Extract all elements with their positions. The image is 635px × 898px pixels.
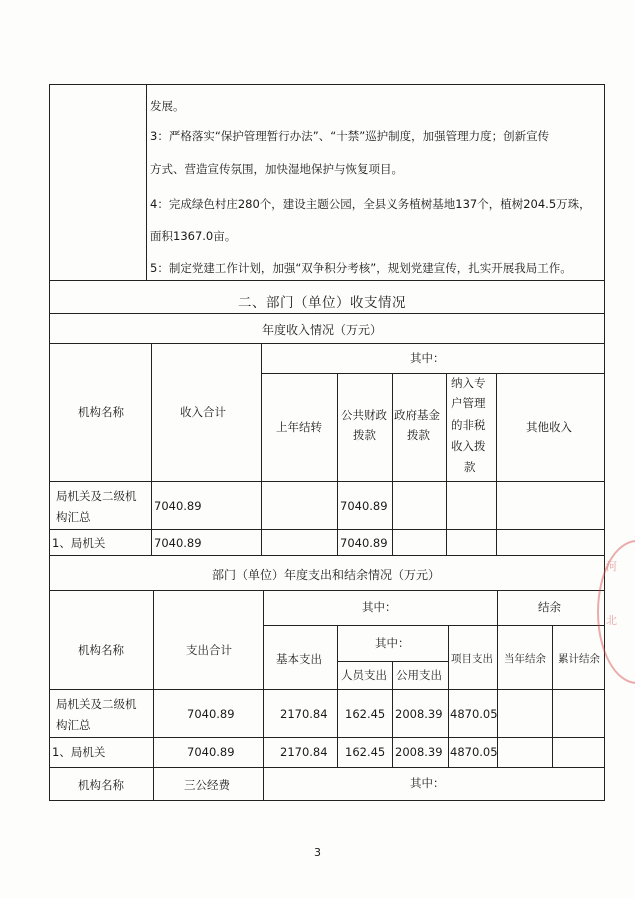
divider bbox=[49, 590, 605, 591]
divider bbox=[337, 661, 448, 662]
divider bbox=[497, 590, 498, 767]
expense-header-project: 项目支出 bbox=[451, 653, 493, 665]
expense-row-2-personnel: 162.45 bbox=[345, 745, 386, 759]
seal-char: 河 bbox=[606, 560, 617, 573]
divider bbox=[49, 529, 605, 530]
income-header-public-finance-2: 拨款 bbox=[353, 428, 376, 442]
continuation-line-5: 面积1367.0亩。 bbox=[150, 229, 237, 243]
income-row-2-org: 1、局机关 bbox=[52, 536, 106, 550]
income-header-special-1: 纳入专 bbox=[451, 376, 486, 390]
expense-header-total: 支出合计 bbox=[186, 643, 232, 657]
expense-title: 部门（单位）年度支出和结余情况（万元） bbox=[212, 568, 441, 582]
expense-header-surplus: 结余 bbox=[538, 600, 561, 614]
expense-header-personnel: 人员支出 bbox=[341, 668, 387, 682]
divider bbox=[337, 625, 338, 767]
expense-row-1-basic: 2170.84 bbox=[280, 707, 328, 721]
income-row-1-total: 7040.89 bbox=[154, 499, 202, 513]
three-public-label: 三公经费 bbox=[184, 778, 230, 792]
divider bbox=[49, 343, 605, 344]
expense-row-2-org: 1、局机关 bbox=[52, 745, 106, 759]
income-title: 年度收入情况（万元） bbox=[262, 323, 383, 337]
expense-header-basic: 基本支出 bbox=[276, 652, 322, 666]
table-frame bbox=[49, 84, 605, 801]
divider bbox=[392, 373, 393, 555]
continuation-line-6: 5：制定党建工作计划，加强“双争积分考核”，规划党建宣传，扎实开展我局工作。 bbox=[150, 261, 572, 275]
divider bbox=[49, 555, 605, 556]
divider bbox=[153, 590, 154, 767]
divider bbox=[552, 625, 553, 767]
divider bbox=[263, 625, 605, 626]
official-seal-text bbox=[606, 560, 617, 628]
expense-row-2-basic: 2170.84 bbox=[280, 745, 328, 759]
income-header-special-5: 款 bbox=[464, 460, 476, 474]
expense-row-1-personnel: 162.45 bbox=[345, 707, 386, 721]
divider bbox=[49, 737, 605, 738]
expense-header-of-which: 其中： bbox=[362, 600, 397, 614]
income-row-1-public-finance: 7040.89 bbox=[340, 499, 388, 513]
income-row-1-org-line1: 局机关及二级机 bbox=[56, 489, 137, 503]
income-header-special-3: 的非税 bbox=[451, 418, 486, 432]
income-header-special-4: 收入拨 bbox=[451, 439, 486, 453]
divider bbox=[49, 689, 605, 690]
divider bbox=[337, 373, 338, 555]
continuation-line-1: 发展。 bbox=[150, 99, 185, 113]
continuation-line-4: 4：完成绿色村庄280个，建设主题公园，全县义务植树基地137个，植树204.5万珠， bbox=[150, 197, 591, 211]
income-row-1-org-line2: 构汇总 bbox=[56, 510, 91, 524]
expense-row-1-total: 7040.89 bbox=[187, 707, 235, 721]
expense-row-1-project: 4870.05 bbox=[450, 707, 498, 721]
divider bbox=[49, 767, 605, 768]
divider bbox=[49, 313, 605, 314]
three-public-of-which: 其中： bbox=[410, 776, 445, 790]
divider bbox=[153, 767, 154, 801]
income-header-total: 收入合计 bbox=[180, 405, 226, 419]
divider bbox=[448, 625, 449, 767]
income-row-2-total: 7040.89 bbox=[154, 536, 202, 550]
expense-header-org: 机构名称 bbox=[78, 643, 124, 657]
divider bbox=[392, 661, 393, 767]
continuation-line-3: 方式、营造宣传氛围，加快湿地保护与恢复项目。 bbox=[150, 162, 403, 176]
expense-header-of-which2: 其中： bbox=[375, 636, 410, 650]
continuation-line-2: 3：严格落实“保护管理暂行办法”、“十禁”巡护制度，加强管理力度；创新宣传 bbox=[150, 129, 550, 143]
divider bbox=[261, 343, 262, 555]
expense-row-1-org-line1: 局机关及二级机 bbox=[56, 697, 137, 711]
expense-header-cumulative-surplus: 累计结余 bbox=[558, 653, 600, 665]
divider bbox=[496, 373, 497, 555]
income-header-gov-fund-1: 政府基金 bbox=[394, 408, 440, 422]
expense-row-2-project: 4870.05 bbox=[450, 745, 498, 759]
page-number: 3 bbox=[314, 846, 321, 859]
section-title: 二、部门（单位）收支情况 bbox=[238, 295, 406, 311]
income-header-of-which: 其中： bbox=[410, 351, 445, 365]
income-header-prev-balance: 上年结转 bbox=[276, 420, 322, 434]
expense-header-public-use: 公用支出 bbox=[396, 668, 442, 682]
expense-row-1-org-line2: 构汇总 bbox=[56, 718, 91, 732]
income-header-gov-fund-2: 拨款 bbox=[407, 428, 430, 442]
divider bbox=[263, 590, 264, 767]
divider bbox=[263, 767, 264, 801]
expense-row-2-total: 7040.89 bbox=[187, 745, 235, 759]
income-header-public-finance-1: 公共财政 bbox=[341, 408, 387, 422]
divider bbox=[146, 84, 147, 280]
expense-row-1-public-use: 2008.39 bbox=[395, 707, 443, 721]
seal-char: 北 bbox=[606, 614, 617, 627]
three-public-org: 机构名称 bbox=[78, 778, 124, 792]
income-header-special-2: 户管理 bbox=[451, 396, 486, 410]
divider bbox=[49, 481, 605, 482]
divider bbox=[446, 373, 447, 555]
divider bbox=[151, 343, 152, 555]
expense-row-2-public-use: 2008.39 bbox=[395, 745, 443, 759]
divider bbox=[261, 373, 605, 374]
expense-header-year-surplus: 当年结余 bbox=[504, 653, 546, 665]
income-row-2-public-finance: 7040.89 bbox=[340, 536, 388, 550]
income-header-org: 机构名称 bbox=[78, 405, 124, 419]
income-header-other: 其他收入 bbox=[526, 420, 572, 434]
divider bbox=[49, 280, 605, 281]
